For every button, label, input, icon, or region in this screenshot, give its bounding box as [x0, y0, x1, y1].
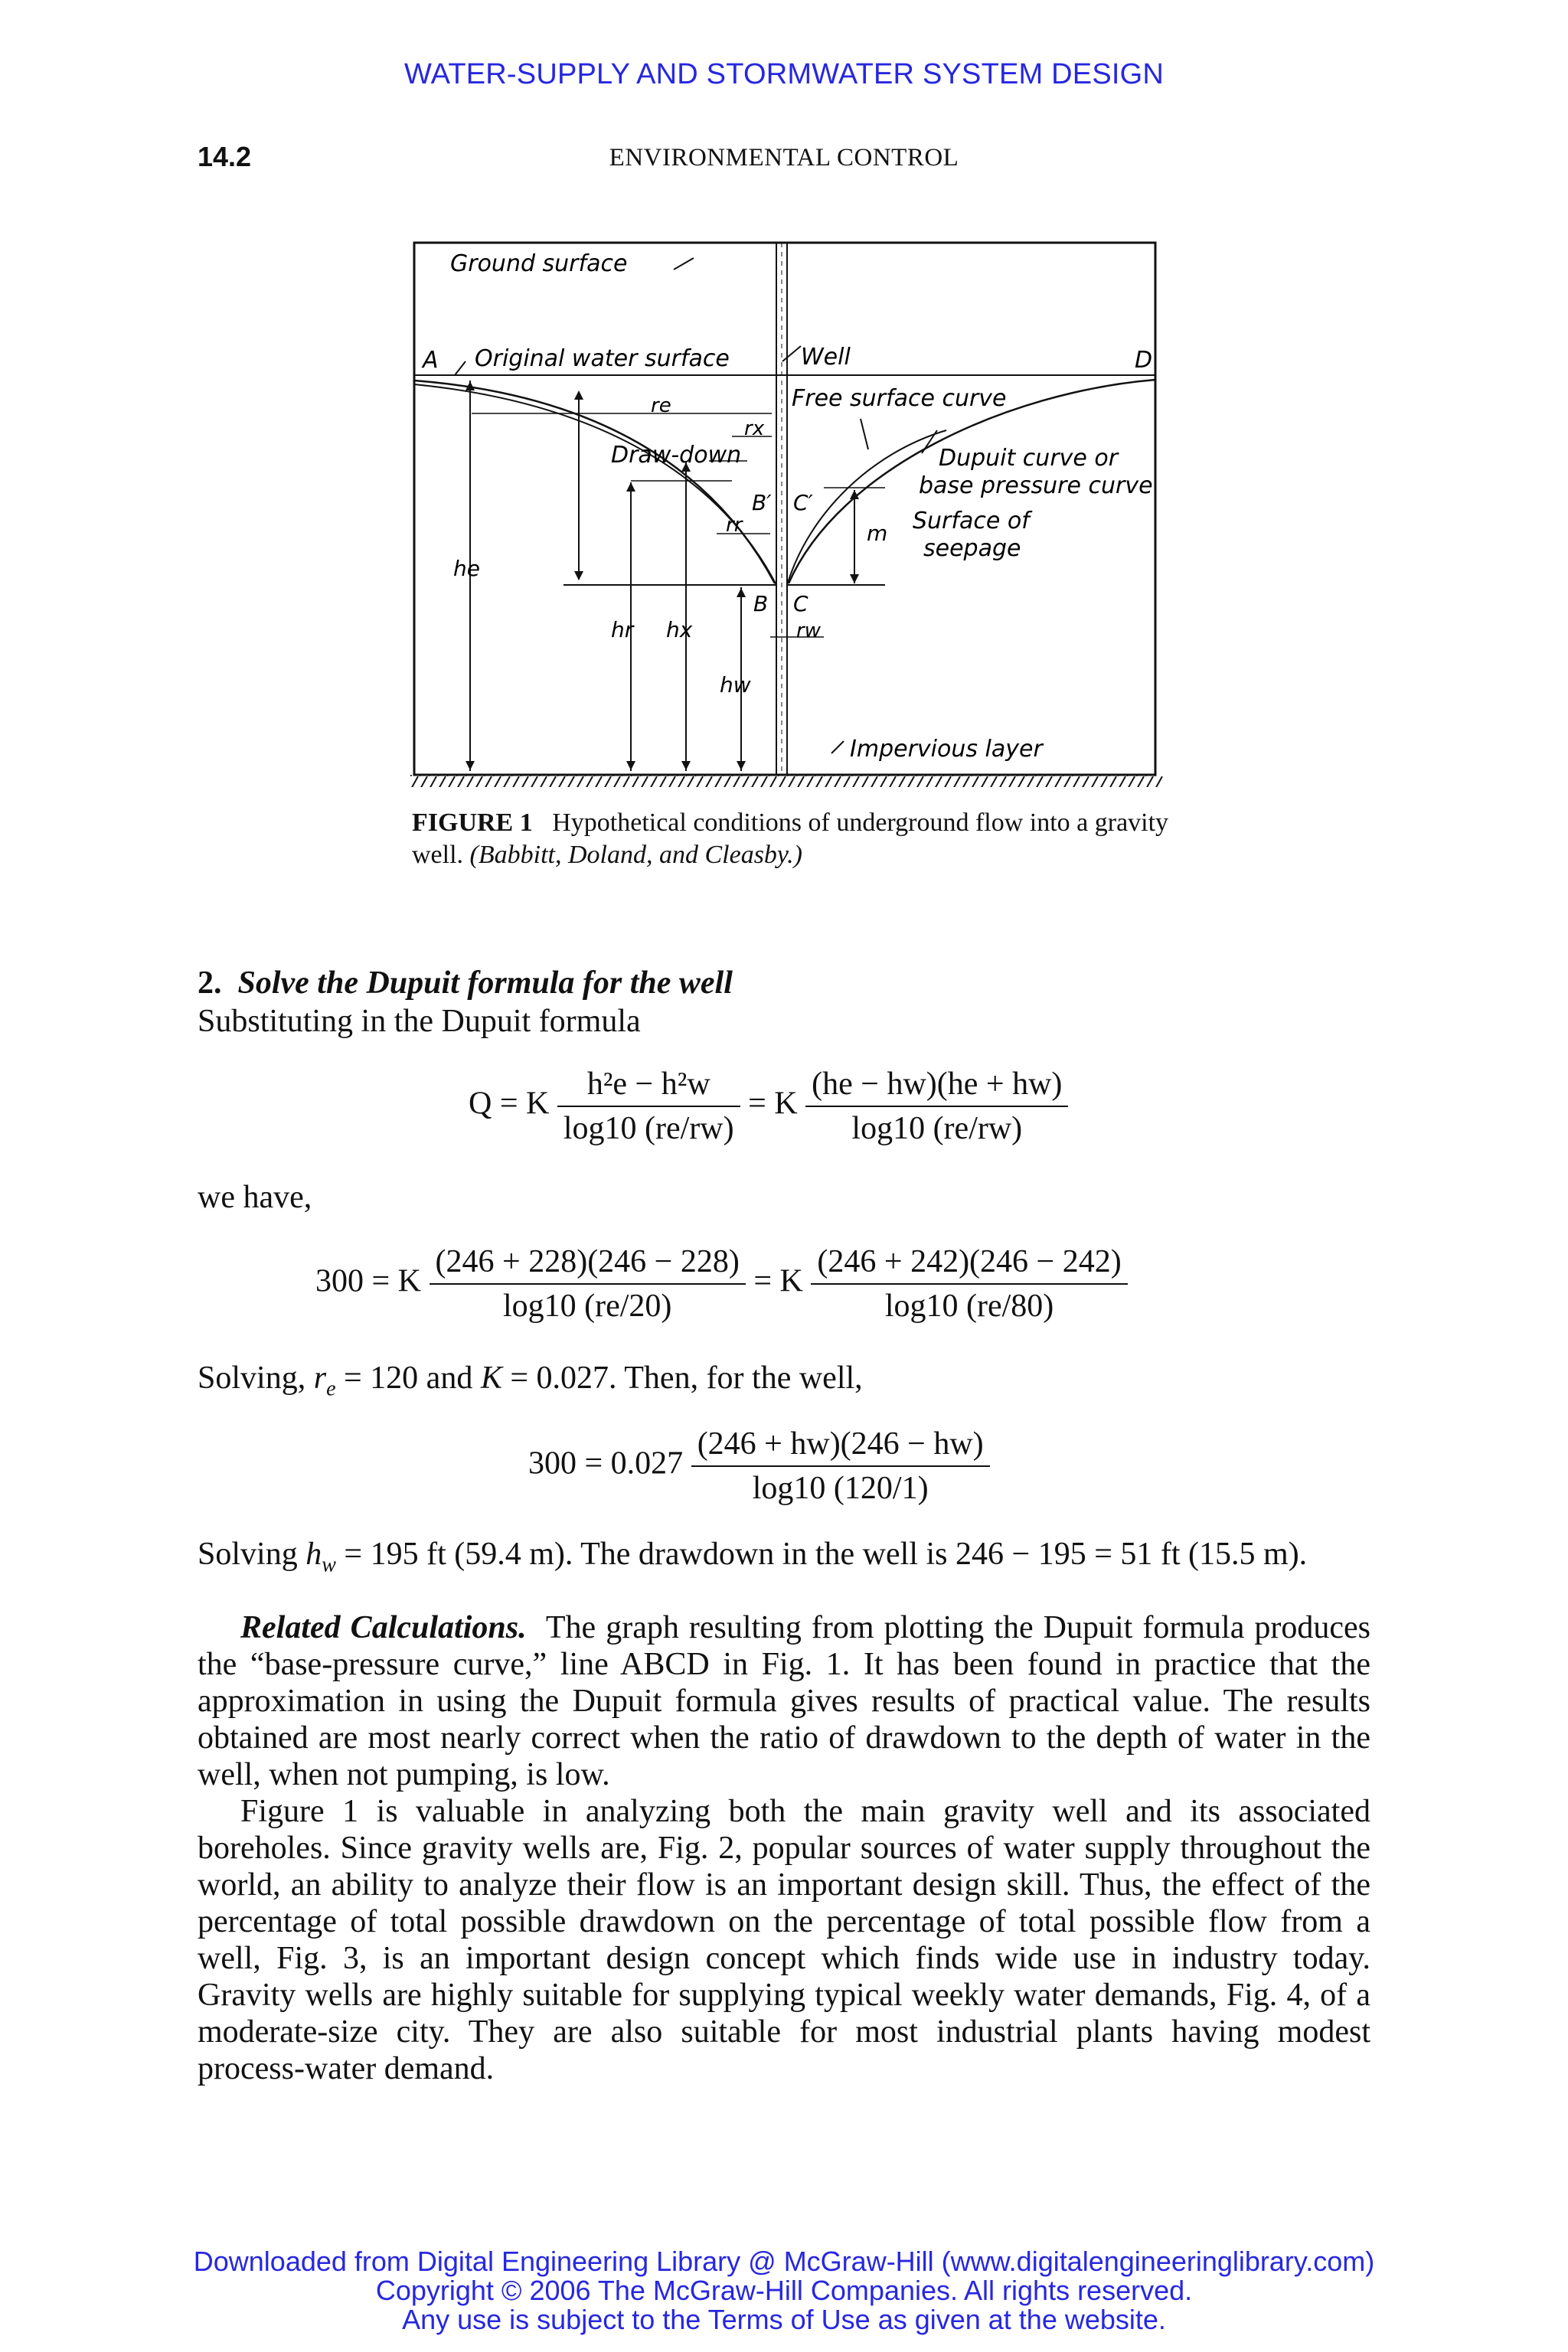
page-number: 14.2 — [198, 141, 252, 172]
label-dupuit-curve-1: Dupuit curve or — [939, 445, 1119, 472]
figure-caption-source: (Babbitt, Doland, and Cleasby.) — [469, 841, 802, 869]
original-water-pointer — [455, 361, 466, 375]
label-free-surface-curve: Free surface curve — [792, 385, 1007, 412]
eq3-fraction — [691, 1426, 990, 1507]
well-pointer — [782, 346, 801, 361]
step-title: Solve the Dupuit formula for the well — [237, 965, 733, 1001]
eq1-denominator-1: log10 (re/rw) — [563, 1111, 734, 1146]
solving-hw-prefix: Solving — [198, 1537, 298, 1572]
label-rx: rx — [744, 417, 765, 440]
label-C: C — [793, 591, 808, 616]
solving-hw-text: = 195 ft (59.4 m). The drawdown in the well is 246 − 195 = 51 ft (15.5 m). — [344, 1537, 1308, 1572]
solving-re-prefix: Solving, — [198, 1361, 306, 1396]
impervious-hatch — [410, 775, 1164, 787]
solving-k-value: = 0.027. Then, for the well, — [510, 1361, 863, 1396]
label-surface-of-seepage-2: seepage — [923, 535, 1021, 562]
impervious-pointer — [831, 741, 844, 753]
figure-1-diagram — [410, 239, 1164, 790]
label-B-prime: B′ — [752, 490, 772, 515]
footer-line-1[interactable]: Downloaded from Digital Engineering Library @ McGraw-Hill (www.digitalengineeringlibrary.com) — [193, 2246, 1375, 2277]
eq1-lhs: Q = K — [469, 1086, 550, 1122]
equation-dupuit — [469, 1066, 1068, 1147]
figure-caption-label: FIGURE 1 — [412, 808, 533, 837]
label-hx: hx — [666, 617, 693, 642]
label-draw-down: Draw-down — [611, 442, 742, 469]
download-footer[interactable] — [0, 2247, 1568, 2334]
figure-frame — [414, 243, 1155, 775]
label-rr: rr — [726, 514, 743, 537]
eq2-numerator-1: (246 + 228)(246 − 228) — [430, 1243, 746, 1285]
solving-re-value: = 120 and — [344, 1361, 473, 1396]
label-C-prime: C′ — [793, 490, 813, 515]
label-ground-surface: Ground surface — [450, 250, 628, 277]
eq2-fraction-2 — [811, 1243, 1127, 1325]
eq2-mid: = K — [753, 1263, 803, 1299]
free-surface-curve-left — [414, 381, 775, 583]
solving-hw-paragraph: Solving $h_w = 195$ ft (59.4 m). The drawdown in the well is 246 − 195 = 51 ft (15.5 m). — [198, 1537, 1308, 1577]
footer-line-3: Any use is subject to the Terms of Use as given at the website. — [402, 2304, 1166, 2335]
ground-surface-pointer — [674, 258, 694, 270]
label-he: he — [453, 556, 480, 581]
related-calculations-paragraph — [198, 1609, 1370, 1793]
equation-substitution — [315, 1243, 1128, 1325]
eq2-numerator-2: (246 + 242)(246 − 242) — [811, 1243, 1127, 1285]
label-well: Well — [801, 344, 851, 371]
eq2-fraction-1 — [430, 1243, 746, 1325]
figure-caption-text: Hypothetical conditions of underground flow into a gravity well. — [412, 808, 1169, 869]
figure-caption — [412, 807, 1170, 871]
label-impervious-layer: Impervious layer — [850, 736, 1043, 763]
label-hw: hw — [720, 672, 751, 697]
dupuit-pointer — [922, 430, 937, 453]
label-A: A — [423, 347, 439, 374]
related-calculations-text: The graph resulting from plotting the Dupuit formula produces the “base-pressure curve,” line ABCD in Fig. 1. It has been found in practice that the approximation in using the Dupuit formula gives results of practical value. The results obtained are most nearly correct when the ratio of drawdown to the depth of water in the well, when not pumping, is low. — [198, 1610, 1370, 1792]
eq2-denominator-1: log10 (re/20) — [502, 1289, 672, 1324]
label-dupuit-curve-2: base pressure curve — [919, 472, 1153, 499]
step-number: 2. — [198, 965, 222, 1001]
running-head: ENVIRONMENTAL CONTROL — [609, 144, 959, 172]
label-hr: hr — [611, 617, 634, 642]
solving-re-line: Solving, $r_e = 120$ and K = 0.027. Then, for the well, — [198, 1361, 863, 1401]
figure-discussion-paragraph: Figure 1 is valuable in analyzing both the main gravity well and its associated boreholes. Since gravity wells are, Fig. 2, popular sources of water supply throughout the world, an ability to analyze their flow is an important design skill. Thus, the effect of the percentage of total possible drawdown on the percentage of total possible flow from a well, Fig. 3, is an important design concept which finds wide use in industry today. Gravity wells are highly suitable for supplying typical weekly water demands, Fig. 4, of a moderate-size city. They are also suitable for most industrial plants having modest process-water demand. — [198, 1794, 1370, 2086]
eq1-fraction-1 — [557, 1066, 740, 1147]
label-re: re — [651, 394, 671, 417]
free-surface-pointer — [861, 419, 868, 449]
eq1-numerator-1: h²e − h²w — [557, 1066, 740, 1107]
step-heading — [198, 965, 733, 1001]
eq3-lhs: 300 = 0.027 — [528, 1446, 684, 1481]
eq1-mid: = K — [748, 1086, 798, 1122]
eq1-denominator-2: log10 (re/rw) — [851, 1111, 1023, 1146]
label-D: D — [1135, 347, 1153, 374]
eq2-lhs: 300 = K — [315, 1263, 422, 1299]
label-original-water-surface: Original water surface — [475, 345, 730, 372]
dupuit-curve-left — [414, 384, 776, 585]
footer-line-2: Copyright © 2006 The McGraw-Hill Companies. All rights reserved. — [375, 2275, 1193, 2306]
label-surface-of-seepage-1: Surface of — [913, 508, 1030, 534]
label-B: B — [753, 591, 769, 616]
eq2-denominator-2: log10 (re/80) — [884, 1289, 1054, 1324]
we-have-text: we have, — [198, 1180, 312, 1215]
related-calculations-heading: Related Calculations. — [240, 1610, 527, 1645]
label-rw: rw — [796, 619, 821, 642]
eq1-numerator-2: (he − hw)(he + hw) — [805, 1066, 1068, 1107]
equation-well — [528, 1426, 990, 1507]
eq1-fraction-2 — [805, 1066, 1068, 1147]
eq3-numerator: (246 + hw)(246 − hw) — [691, 1426, 990, 1467]
step-intro: Substituting in the Dupuit formula — [198, 1004, 641, 1039]
label-m: m — [867, 521, 888, 546]
book-banner[interactable]: WATER-SUPPLY AND STORMWATER SYSTEM DESIGN — [403, 58, 1165, 90]
eq3-denominator: log10 (120/1) — [752, 1471, 929, 1506]
